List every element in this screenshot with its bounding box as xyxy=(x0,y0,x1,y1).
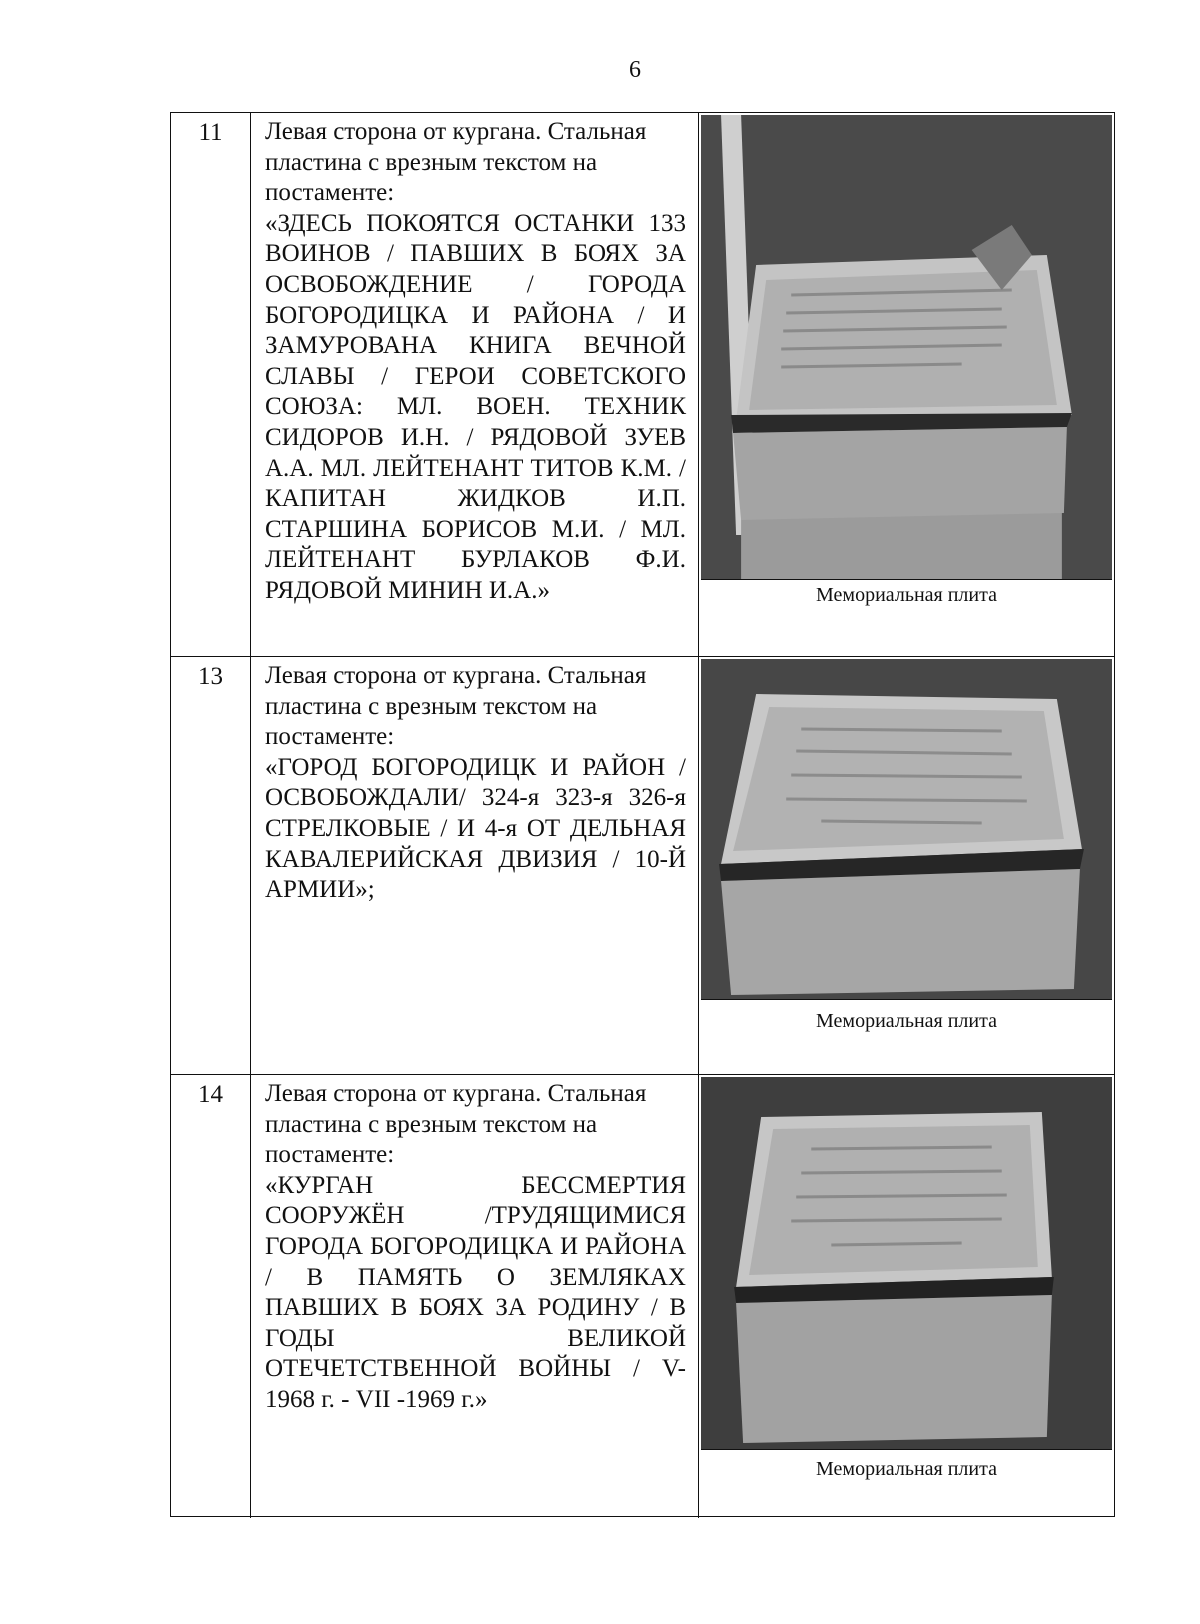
memorial-table xyxy=(170,112,1115,1517)
row-number: 11 xyxy=(171,113,251,656)
photo-caption: Мемориальная плита xyxy=(816,1458,997,1480)
table-row xyxy=(171,656,1114,1074)
description-cell xyxy=(251,657,699,1074)
row-number: 13 xyxy=(171,657,251,1074)
memorial-plate-photo xyxy=(701,115,1112,580)
photo-caption: Мемориальная плита xyxy=(816,584,997,606)
photo-cell xyxy=(699,657,1114,1074)
photo-cell xyxy=(699,1075,1114,1518)
table-row xyxy=(171,113,1114,656)
location-text: Левая сторона от кургана. Стальная пластина с врезным текстом на постаменте: xyxy=(265,662,647,751)
page-number: 6 xyxy=(629,57,641,83)
description-cell xyxy=(251,113,699,656)
inscription-text: «КУРГАН БЕССМЕРТИЯ СООРУЖЁН /ТРУДЯЩИМИСЯ ГОРОДА БОГОРОДИЦКА И РАЙОНА / В ПАМЯТЬ О ЗЕМЛЯКАХ ПАВШИХ В БОЯХ ЗА РОДИНУ / В ГОДЫ ВЕЛИКОЙ ОТЕЧЕТСТВЕННОЙ ВОЙНЫ / V-1968 г. - VII -1969 г.» xyxy=(265,1171,686,1413)
description-cell xyxy=(251,1075,699,1518)
row-number: 14 xyxy=(171,1075,251,1518)
memorial-plate-photo xyxy=(701,1077,1112,1450)
photo-cell xyxy=(699,113,1114,656)
location-text: Левая сторона от кургана. Стальная пластина с врезным текстом на постаменте: xyxy=(265,118,647,207)
location-text: Левая сторона от кургана. Стальная пластина с врезным текстом на постаменте: xyxy=(265,1080,647,1169)
inscription-text: «ЗДЕСЬ ПОКОЯТСЯ ОСТАНКИ 133 ВОИНОВ / ПАВШИХ В БОЯХ ЗА ОСВОБОЖДЕНИЕ / ГОРОДА БОГОРОДИЦКА И РАЙОНА / И ЗАМУРОВАНА КНИГА ВЕЧНОЙ СЛАВЫ / ГЕРОИ СОВЕТСКОГО СОЮЗА: МЛ. ВОЕН. ТЕХНИК СИДОРОВ И.Н. / РЯДОВОЙ ЗУЕВ А.А. МЛ. ЛЕЙТЕНАНТ ТИТОВ К.М. / КАПИТАН ЖИДКОВ И.П. СТАРШИНА БОРИСОВ М.И. / МЛ. ЛЕЙТЕНАНТ БУРЛАКОВ Ф.И. РЯДОВОЙ МИНИН И.А.» xyxy=(265,209,686,604)
memorial-plate-photo xyxy=(701,659,1112,1000)
inscription-text: «ГОРОД БОГОРОДИЦК И РАЙОН / ОСВОБОЖДАЛИ/ 324-я 323-я 326-я СТРЕЛКОВЫЕ / И 4-я ОТ ДЕЛЬНАЯ КАВАЛЕРИЙСКАЯ ДВИЗИЯ / 10-Й АРМИИ»; xyxy=(265,753,686,904)
table-row xyxy=(171,1074,1114,1518)
photo-caption: Мемориальная плита xyxy=(816,1010,997,1032)
